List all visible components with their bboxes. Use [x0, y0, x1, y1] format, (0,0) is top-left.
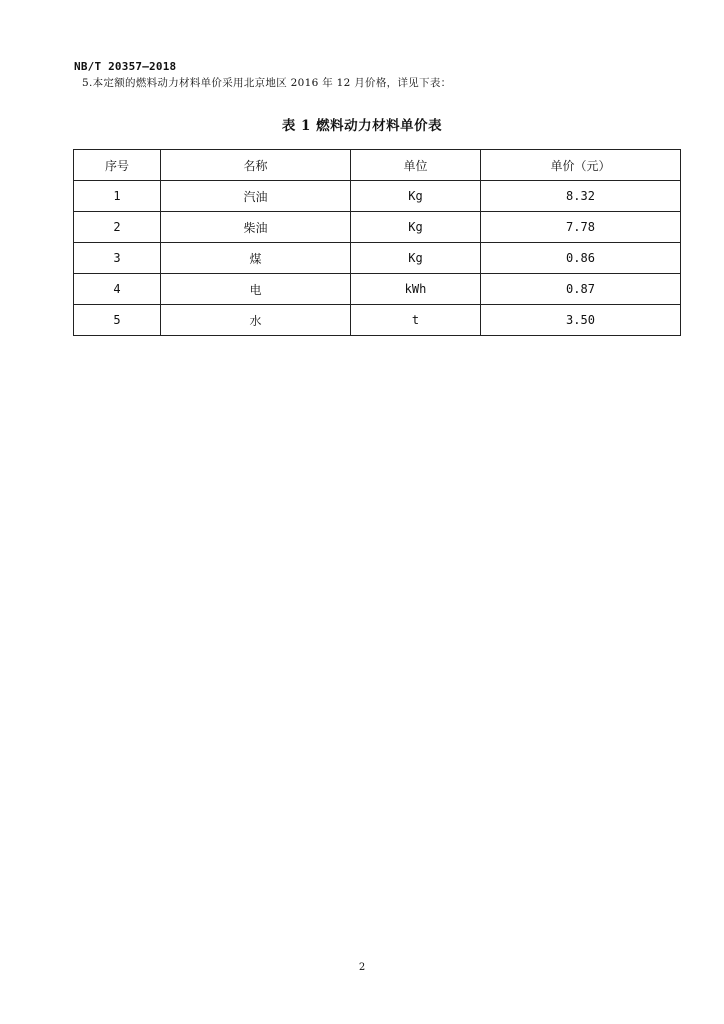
cell-name: 柴油 [161, 212, 351, 243]
cell-name: 电 [161, 274, 351, 305]
page-number: 2 [358, 962, 366, 973]
cell-unit-price: 7.78 [481, 212, 681, 243]
cell-unit-price: 8.32 [481, 181, 681, 212]
column-header-name: 名称 [161, 150, 351, 181]
column-header-unit-price: 单价（元） [481, 150, 681, 181]
cell-name: 煤 [161, 243, 351, 274]
cell-index: 3 [74, 243, 161, 274]
cell-unit-price: 3.50 [481, 305, 681, 336]
cell-name: 汽油 [161, 181, 351, 212]
cell-unit-price: 0.87 [481, 274, 681, 305]
table-row [74, 181, 681, 212]
cell-unit: t [351, 305, 481, 336]
table-row [74, 212, 681, 243]
cell-unit: Kg [351, 181, 481, 212]
cell-index: 5 [74, 305, 161, 336]
cell-name: 水 [161, 305, 351, 336]
table-header-row [74, 150, 681, 181]
table-caption: 表 1 燃料动力材料单价表 [281, 118, 443, 134]
cell-index: 2 [74, 212, 161, 243]
table-row [74, 274, 681, 305]
table-row [74, 305, 681, 336]
cell-unit-price: 0.86 [481, 243, 681, 274]
standard-code: NB/T 20357—2018 [74, 60, 177, 73]
column-header-unit: 单位 [351, 150, 481, 181]
cell-unit: Kg [351, 243, 481, 274]
cell-index: 1 [74, 181, 161, 212]
column-header-index: 序号 [74, 150, 161, 181]
fuel-power-price-table [73, 149, 681, 336]
cell-unit: kWh [351, 274, 481, 305]
cell-index: 4 [74, 274, 161, 305]
cell-unit: Kg [351, 212, 481, 243]
pricing-note: 5.本定额的燃料动力材料单价采用北京地区 2016 年 12 月价格，详见下表： [82, 77, 452, 89]
table-row [74, 243, 681, 274]
